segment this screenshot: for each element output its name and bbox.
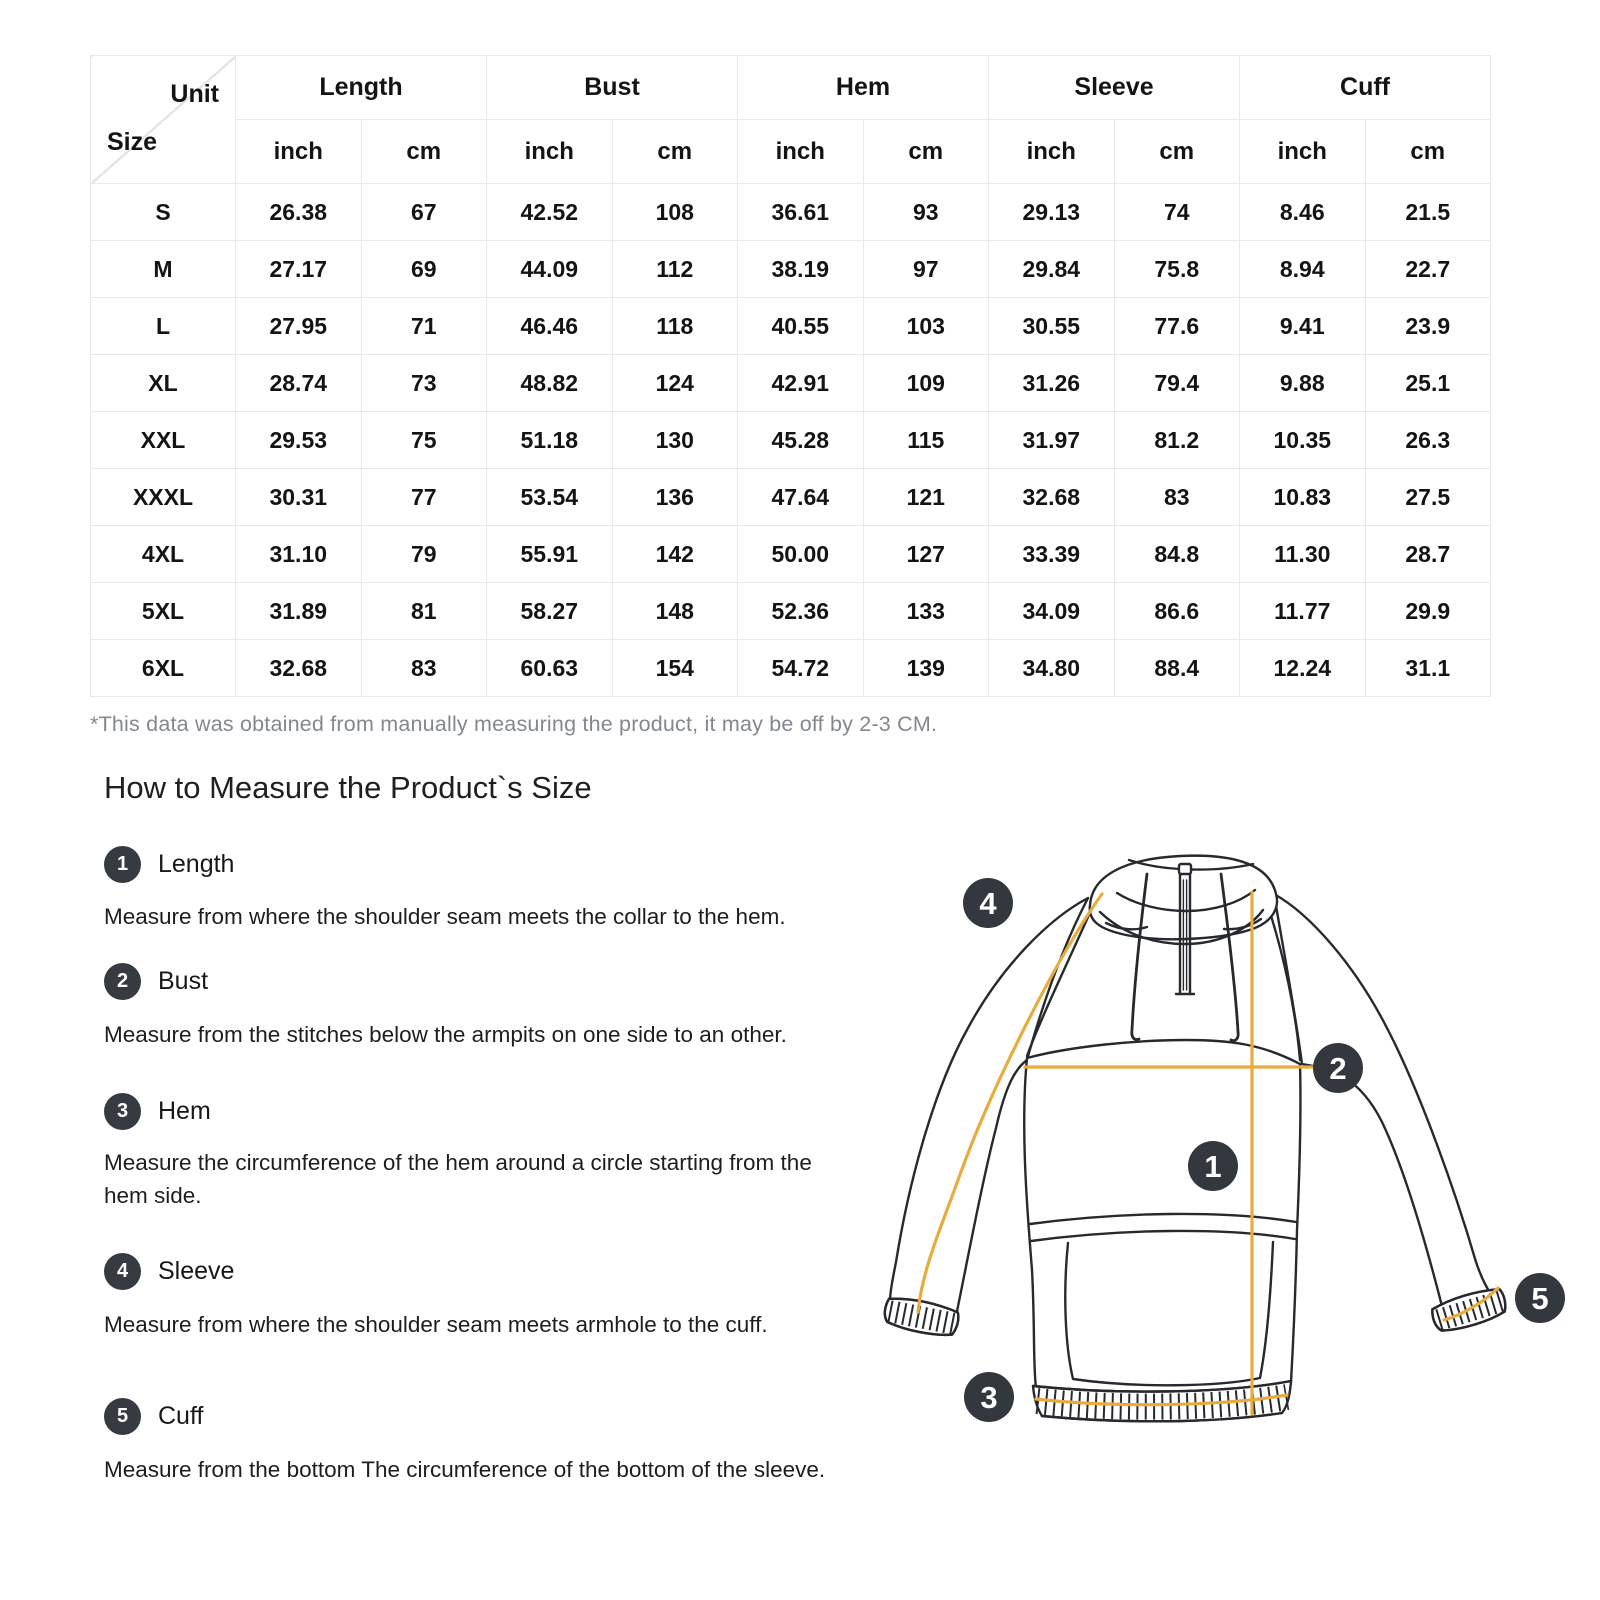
table-cell: 29.13 [989, 184, 1115, 241]
table-row [91, 412, 1491, 469]
table-header-units [91, 120, 1491, 184]
table-cell: 124 [612, 355, 738, 412]
table-cell: 109 [863, 355, 989, 412]
size-cell: 4XL [91, 526, 236, 583]
table-cell: 27.17 [236, 241, 362, 298]
table-cell: 29.9 [1365, 583, 1491, 640]
table-cell: 71 [361, 298, 487, 355]
table-header-groups [91, 56, 1491, 120]
table-cell: 136 [612, 469, 738, 526]
unit-header-inch: inch [738, 120, 864, 184]
table-cell: 36.61 [738, 184, 864, 241]
table-row [91, 355, 1491, 412]
table-cell: 77.6 [1114, 298, 1240, 355]
garment-measure-diagram [830, 830, 1570, 1470]
table-cell: 31.1 [1365, 640, 1491, 697]
svg-text:1: 1 [1204, 1149, 1222, 1184]
size-cell: XXXL [91, 469, 236, 526]
table-cell: 8.46 [1240, 184, 1366, 241]
table-cell: 52.36 [738, 583, 864, 640]
column-group-cuff: Cuff [1240, 56, 1491, 120]
table-cell: 83 [361, 640, 487, 697]
table-cell: 32.68 [236, 640, 362, 697]
step-title: Hem [158, 1097, 211, 1125]
table-cell: 77 [361, 469, 487, 526]
table-cell: 69 [361, 241, 487, 298]
table-cell: 44.09 [487, 241, 613, 298]
table-cell: 79.4 [1114, 355, 1240, 412]
table-cell: 23.9 [1365, 298, 1491, 355]
section-title: How to Measure the Product`s Size [104, 770, 592, 805]
table-cell: 75 [361, 412, 487, 469]
table-row [91, 526, 1491, 583]
table-row [91, 298, 1491, 355]
step-cuff [104, 1398, 203, 1435]
corner-unit-label: Unit [170, 80, 219, 108]
step-hem [104, 1093, 211, 1130]
size-cell: S [91, 184, 236, 241]
unit-header-cm: cm [1365, 120, 1491, 184]
size-cell: 5XL [91, 583, 236, 640]
unit-header-cm: cm [1114, 120, 1240, 184]
right-sleeve [1274, 894, 1492, 1322]
table-cell: 10.83 [1240, 469, 1366, 526]
table-cell: 75.8 [1114, 241, 1240, 298]
table-cell: 9.88 [1240, 355, 1366, 412]
unit-header-inch: inch [236, 120, 362, 184]
table-cell: 139 [863, 640, 989, 697]
diagram-badge-length [1188, 1141, 1238, 1191]
table-cell: 32.68 [989, 469, 1115, 526]
table-cell: 31.89 [236, 583, 362, 640]
table-cell: 10.35 [1240, 412, 1366, 469]
table-cell: 31.97 [989, 412, 1115, 469]
svg-text:4: 4 [979, 886, 997, 921]
table-cell: 142 [612, 526, 738, 583]
table-cell: 81.2 [1114, 412, 1240, 469]
step-bust [104, 963, 208, 1000]
table-cell: 51.18 [487, 412, 613, 469]
step-length [104, 846, 234, 883]
table-cell: 83 [1114, 469, 1240, 526]
table-cell: 29.84 [989, 241, 1115, 298]
table-cell: 50.00 [738, 526, 864, 583]
table-cell: 45.28 [738, 412, 864, 469]
table-cell: 28.7 [1365, 526, 1491, 583]
table-row [91, 241, 1491, 298]
unit-header-inch: inch [1240, 120, 1366, 184]
table-cell: 28.74 [236, 355, 362, 412]
zipper-pull [1179, 864, 1191, 874]
unit-size-corner-cell [91, 56, 236, 184]
table-row [91, 469, 1491, 526]
table-cell: 11.77 [1240, 583, 1366, 640]
table-cell: 8.94 [1240, 241, 1366, 298]
size-cell: M [91, 241, 236, 298]
table-cell: 38.19 [738, 241, 864, 298]
size-table-body [91, 184, 1491, 697]
table-cell: 54.72 [738, 640, 864, 697]
table-cell: 11.30 [1240, 526, 1366, 583]
step-number-badge: 5 [104, 1398, 141, 1435]
svg-text:5: 5 [1531, 1281, 1549, 1316]
table-row [91, 583, 1491, 640]
table-cell: 121 [863, 469, 989, 526]
column-group-sleeve: Sleeve [989, 56, 1240, 120]
table-cell: 21.5 [1365, 184, 1491, 241]
table-cell: 30.55 [989, 298, 1115, 355]
step-title: Cuff [158, 1402, 204, 1430]
table-cell: 133 [863, 583, 989, 640]
step-number-badge: 3 [104, 1093, 141, 1130]
size-table [90, 55, 1491, 697]
table-cell: 88.4 [1114, 640, 1240, 697]
diagram-badge-sleeve [963, 878, 1013, 928]
table-cell: 47.64 [738, 469, 864, 526]
table-cell: 58.27 [487, 583, 613, 640]
step-description: Measure from the bottom The circumference of the bottom of the sleeve. [104, 1457, 826, 1482]
table-cell: 26.38 [236, 184, 362, 241]
table-cell: 42.91 [738, 355, 864, 412]
size-cell: L [91, 298, 236, 355]
table-cell: 31.10 [236, 526, 362, 583]
table-cell: 33.39 [989, 526, 1115, 583]
table-cell: 84.8 [1114, 526, 1240, 583]
step-description: Measure the circumference of the hem around a circle starting from the hem side. [104, 1150, 812, 1208]
step-number-badge: 4 [104, 1253, 141, 1290]
table-cell: 118 [612, 298, 738, 355]
size-cell: XXL [91, 412, 236, 469]
step-description: Measure from where the shoulder seam meets armhole to the cuff. [104, 1312, 768, 1337]
table-cell: 26.3 [1365, 412, 1491, 469]
diagram-badge-bust [1313, 1043, 1363, 1093]
table-cell: 9.41 [1240, 298, 1366, 355]
table-cell: 127 [863, 526, 989, 583]
step-title: Bust [158, 967, 209, 995]
table-cell: 79 [361, 526, 487, 583]
table-cell: 22.7 [1365, 241, 1491, 298]
table-cell: 34.80 [989, 640, 1115, 697]
unit-header-inch: inch [989, 120, 1115, 184]
table-cell: 12.24 [1240, 640, 1366, 697]
step-description: Measure from where the shoulder seam meets the collar to the hem. [104, 904, 786, 929]
size-cell: 6XL [91, 640, 236, 697]
diagram-badge-hem [964, 1372, 1014, 1422]
table-cell: 48.82 [487, 355, 613, 412]
table-cell: 108 [612, 184, 738, 241]
table-cell: 97 [863, 241, 989, 298]
measurement-disclaimer: *This data was obtained from manually measuring the product, it may be off by 2-3 CM. [90, 712, 938, 736]
step-sleeve [104, 1253, 234, 1290]
table-cell: 86.6 [1114, 583, 1240, 640]
table-cell: 148 [612, 583, 738, 640]
column-group-bust: Bust [487, 56, 738, 120]
table-cell: 103 [863, 298, 989, 355]
corner-size-label: Size [107, 128, 158, 156]
table-cell: 40.55 [738, 298, 864, 355]
table-cell: 73 [361, 355, 487, 412]
table-cell: 30.31 [236, 469, 362, 526]
table-cell: 112 [612, 241, 738, 298]
diagram-badge-cuff [1515, 1273, 1565, 1323]
table-cell: 34.09 [989, 583, 1115, 640]
table-cell: 130 [612, 412, 738, 469]
table-cell: 67 [361, 184, 487, 241]
table-cell: 25.1 [1365, 355, 1491, 412]
size-chart [90, 55, 1490, 697]
table-row [91, 184, 1491, 241]
svg-text:3: 3 [980, 1380, 998, 1415]
unit-header-inch: inch [487, 120, 613, 184]
table-cell: 46.46 [487, 298, 613, 355]
table-cell: 42.52 [487, 184, 613, 241]
step-number-badge: 1 [104, 846, 141, 883]
table-cell: 74 [1114, 184, 1240, 241]
table-row [91, 640, 1491, 697]
table-cell: 154 [612, 640, 738, 697]
table-cell: 55.91 [487, 526, 613, 583]
svg-text:2: 2 [1329, 1051, 1347, 1086]
unit-header-cm: cm [863, 120, 989, 184]
table-cell: 29.53 [236, 412, 362, 469]
table-cell: 93 [863, 184, 989, 241]
unit-header-cm: cm [361, 120, 487, 184]
table-cell: 81 [361, 583, 487, 640]
step-title: Sleeve [158, 1257, 235, 1285]
table-cell: 60.63 [487, 640, 613, 697]
table-cell: 27.5 [1365, 469, 1491, 526]
column-group-length: Length [236, 56, 487, 120]
step-description: Measure from the stitches below the armpits on one side to an other. [104, 1022, 787, 1047]
step-title: Length [158, 850, 235, 878]
unit-header-cm: cm [612, 120, 738, 184]
step-number-badge: 2 [104, 963, 141, 1000]
table-cell: 115 [863, 412, 989, 469]
table-cell: 31.26 [989, 355, 1115, 412]
table-cell: 53.54 [487, 469, 613, 526]
table-cell: 27.95 [236, 298, 362, 355]
column-group-hem: Hem [738, 56, 989, 120]
size-cell: XL [91, 355, 236, 412]
